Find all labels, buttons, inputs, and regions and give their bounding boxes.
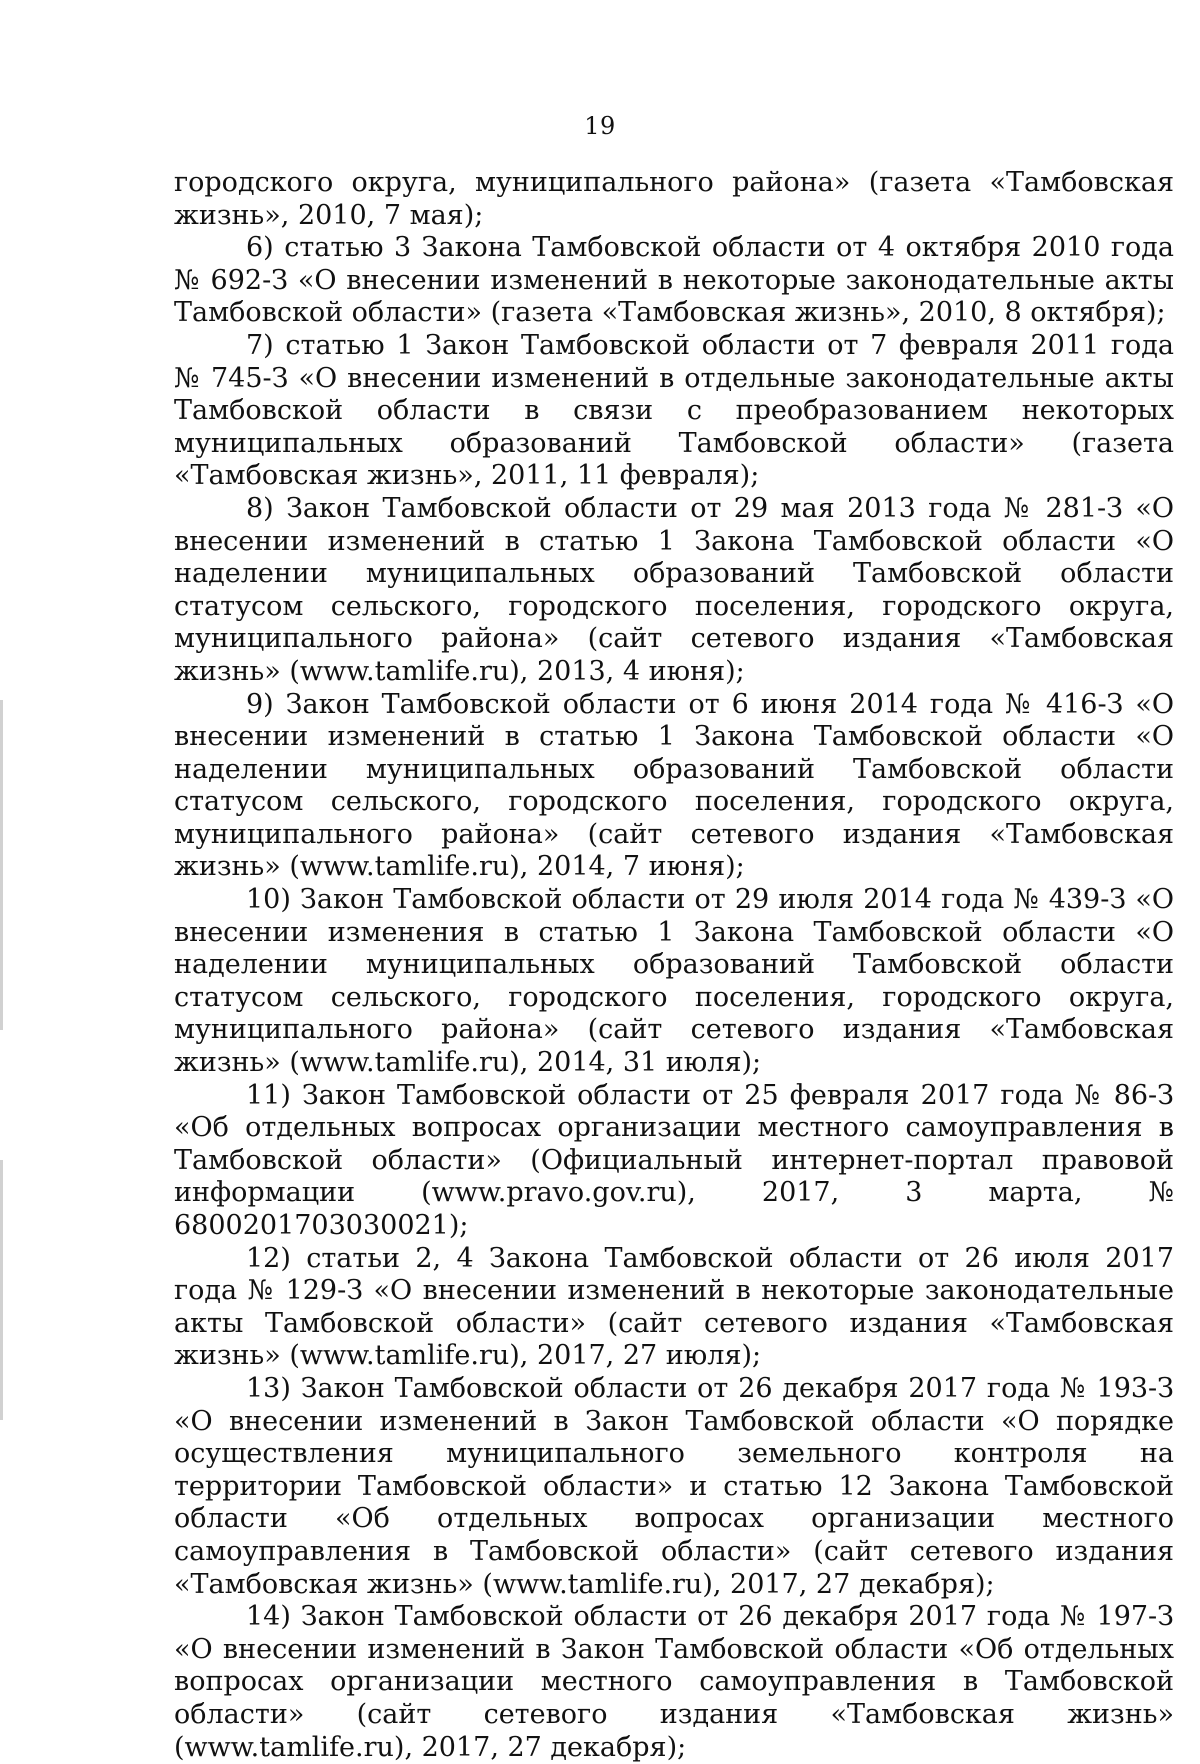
list-item-13: 13) Закон Тамбовской области от 26 декабря 2017 года № 193-З «О внесении изменений в Закон Тамбовской области «О порядке осуществления муниципального земельного контроля на территории Тамбовской области» и статью 12 Закона Тамбовской области «Об отдельных вопросах организации местного самоуправления в Тамбовской области» (сайт сетевого издания «Тамбовская жизнь» (www.tamlife.ru), 2017, 27 декабря); — [174, 1372, 1174, 1600]
list-item-11: 11) Закон Тамбовской области от 25 февраля 2017 года № 86-З «Об отдельных вопросах организации местного самоуправления в Тамбовской области» (Официальный интернет-портал правовой информации (www.pravo.gov.ru), 2017, 3 марта, № 6800201703030021); — [174, 1079, 1174, 1241]
list-item-6: 6) статью 3 Закона Тамбовской области от 4 октября 2010 года № 692-З «О внесении изменений в некоторые законодательные акты Тамбовской области» (газета «Тамбовская жизнь», 2010, 8 октября); — [174, 232, 1174, 329]
list-item-7: 7) статью 1 Закон Тамбовской области от 7 февраля 2011 года № 745-З «О внесении изменений в отдельные законодательные акты Тамбовской области в связи с преобразованием некоторых муниципальных образований Тамбовской области» (газета «Тамбовская жизнь», 2011, 11 февраля); — [174, 329, 1174, 492]
list-item-8: 8) Закон Тамбовской области от 29 мая 2013 года № 281-З «О внесении изменений в статью 1 Закона Тамбовской области «О наделении муниципальных образований Тамбовской области статусом сельского, городского поселения, городского округа, муниципального района» (сайт сетевого издания «Тамбовская жизнь» (www.tamlife.ru), 2013, 4 июня); — [174, 492, 1174, 687]
list-item-9: 9) Закон Тамбовской области от 6 июня 2014 года № 416-З «О внесении изменений в статью 1 Закона Тамбовской области «О наделении муниципальных образований Тамбовской области статусом сельского, городского поселения, городского округа, муниципального района» (сайт сетевого издания «Тамбовская жизнь» (www.tamlife.ru), 2014, 7 июня); — [174, 688, 1174, 883]
paragraph-continuation: городского округа, муниципального района» (газета «Тамбовская жизнь», 2010, 7 мая); — [174, 167, 1174, 231]
list-item-10: 10) Закон Тамбовской области от 29 июля 2014 года № 439-З «О внесении изменения в статью 1 Закона Тамбовской области «О наделении муниципальных образований Тамбовской области статусом сельского, городского поселения, городского округа, муниципального района» (сайт сетевого издания «Тамбовская жизнь» (www.tamlife.ru), 2014, 31 июля); — [174, 884, 1174, 1079]
document-body — [174, 167, 1174, 1764]
page-number: 19 — [584, 112, 616, 140]
scan-edge-mark — [0, 1160, 3, 1420]
list-item-12: 12) статьи 2, 4 Закона Тамбовской области от 26 июля 2017 года № 129-З «О внесении изменений в некоторые законодательные акты Тамбовской области» (сайт сетевого издания «Тамбовская жизнь» (www.tamlife.ru), 2017, 27 июля); — [174, 1242, 1174, 1372]
scan-edge-mark — [0, 700, 3, 1030]
list-item-14: 14) Закон Тамбовской области от 26 декабря 2017 года № 197-З «О внесении изменений в Закон Тамбовской области «Об отдельных вопросах организации местного самоуправления в Тамбовской области» (сайт сетевого издания «Тамбовская жизнь» (www.tamlife.ru), 2017, 27 декабря); — [174, 1601, 1174, 1763]
